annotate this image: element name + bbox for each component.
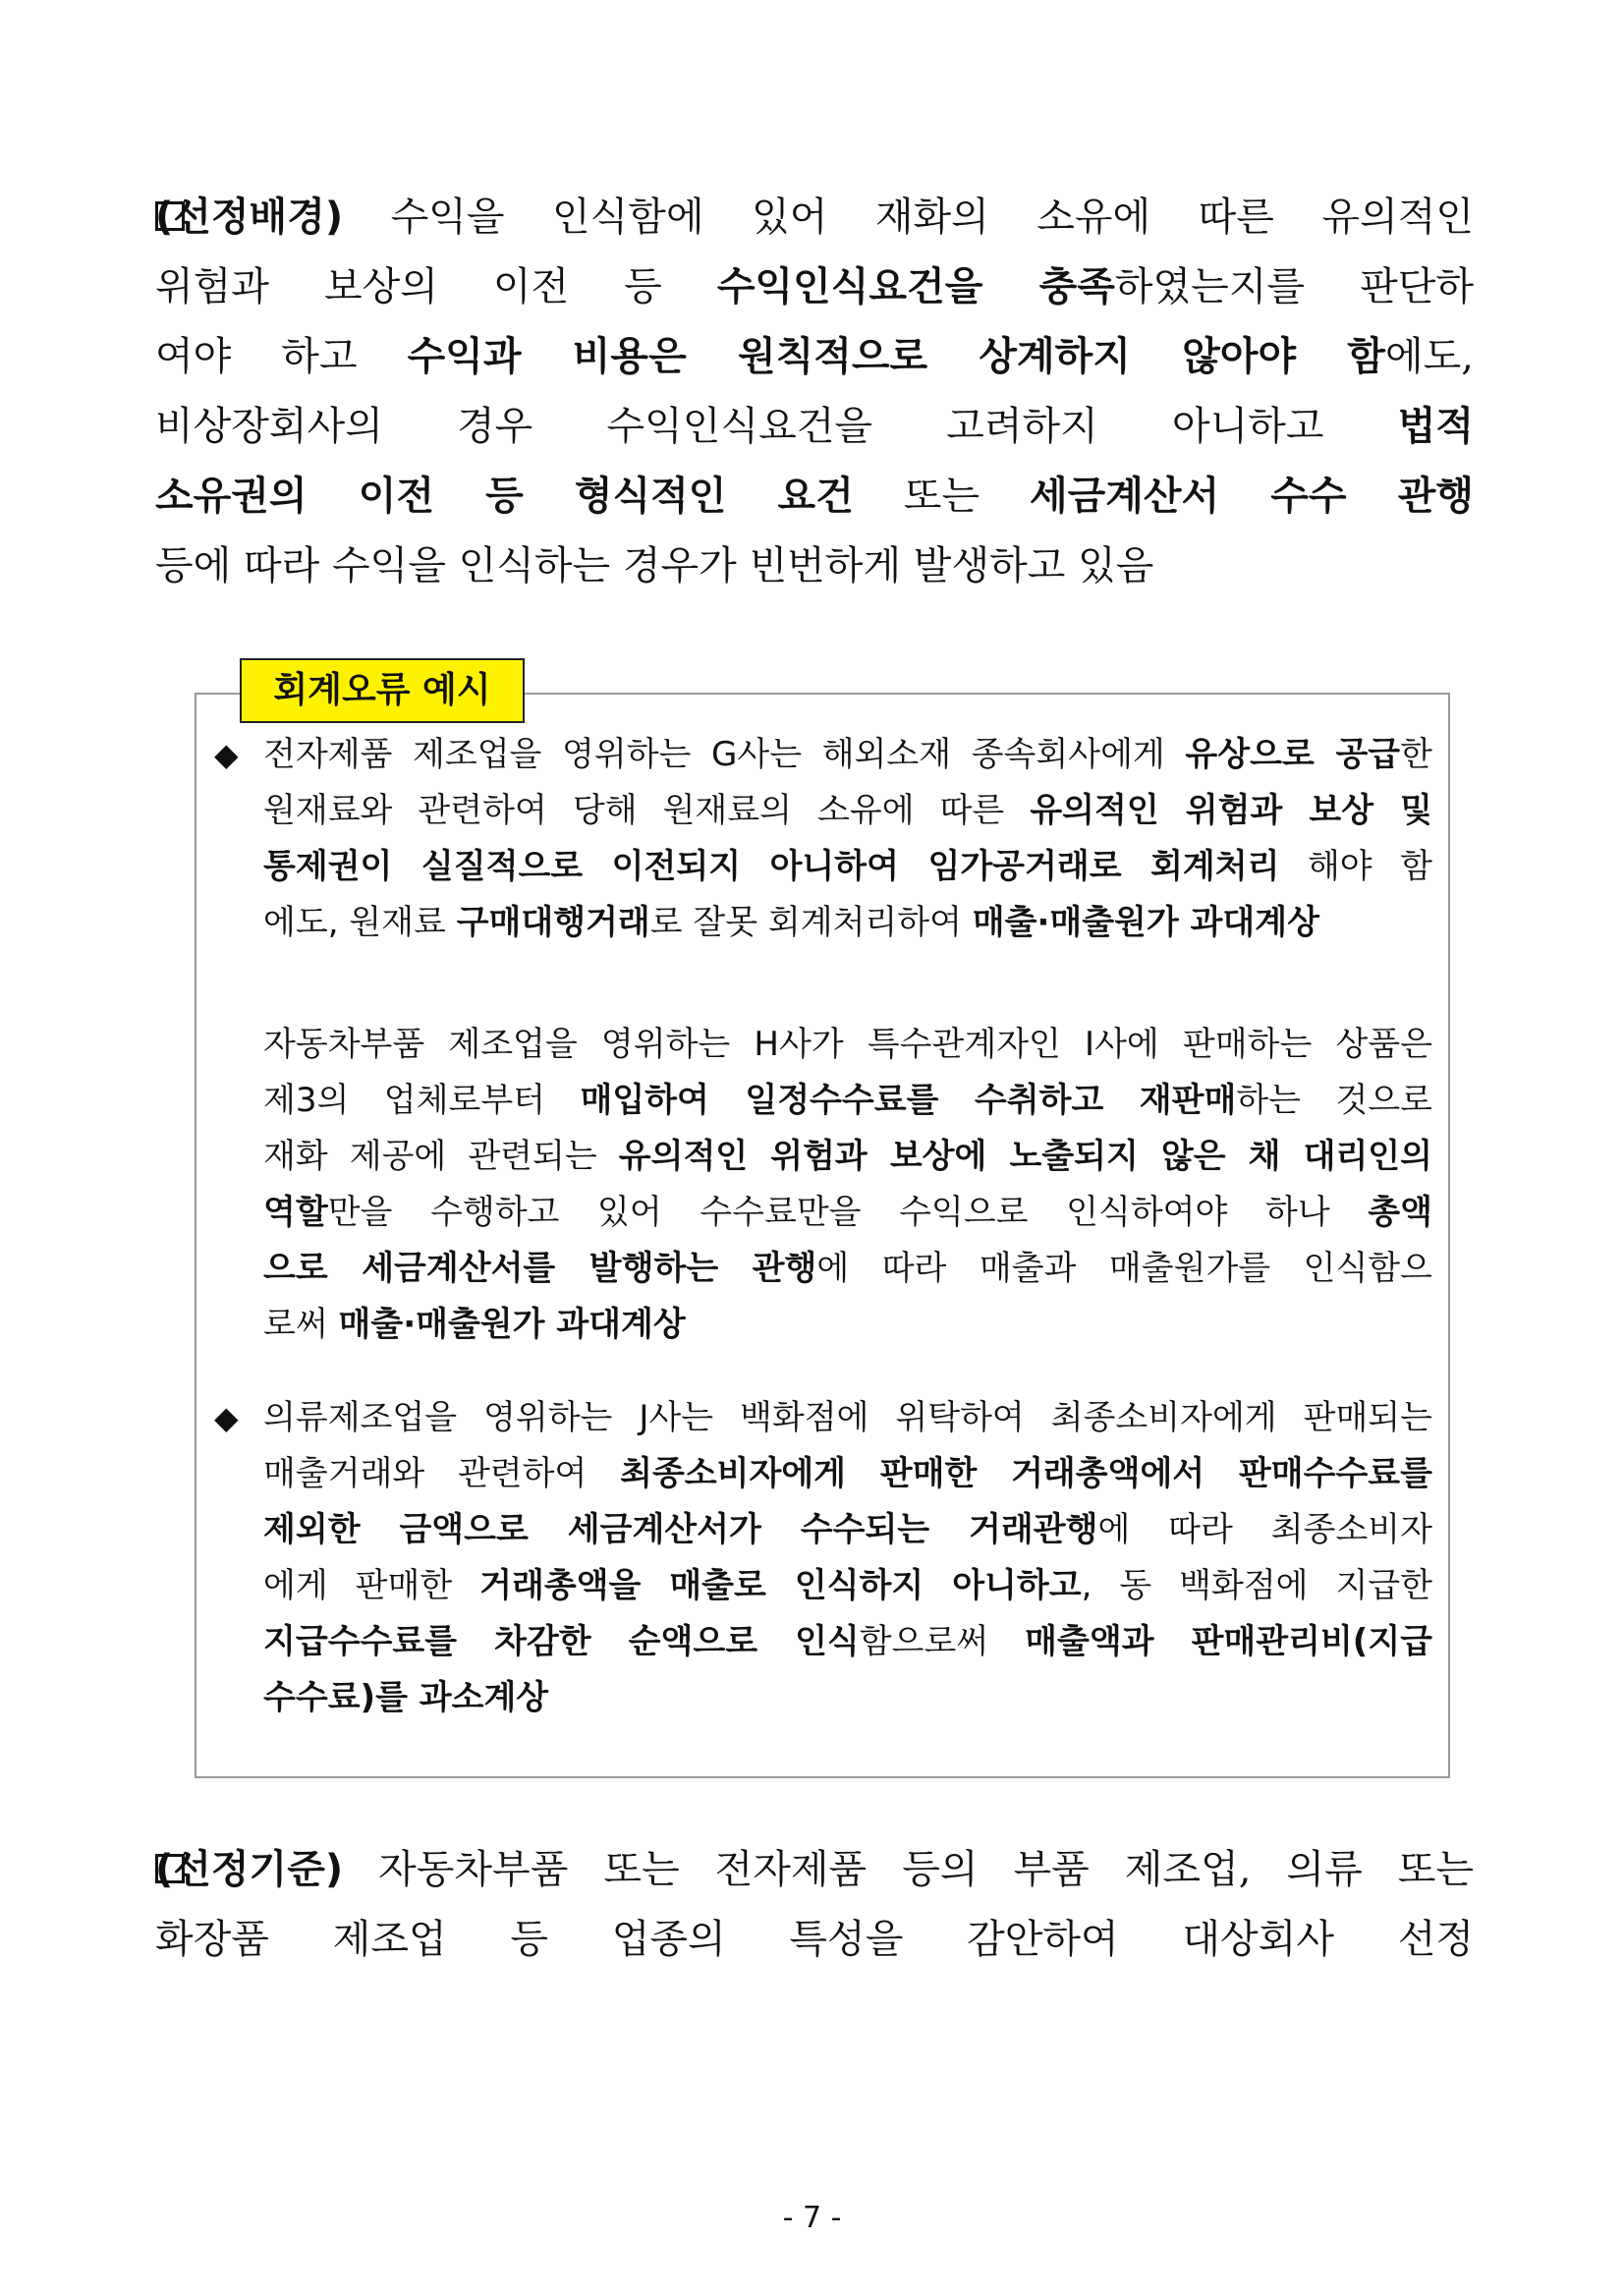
text-line: 로써 매출·매출원가 과대계상	[263, 1305, 686, 1344]
example-text	[263, 1017, 1432, 1353]
text-line: 에게 판매한 거래총액을 매출로 인식하지 아니하고, 동 백화점에 지급한	[263, 1566, 1432, 1605]
text-line: 으로 세금계산서를 발행하는 관행에 따라 매출과 매출원가를 인식함으	[263, 1249, 1432, 1288]
example-item-3	[214, 1390, 1432, 1726]
text-line: 지급수수료를 차감한 순액으로 인식함으로써 매출액과 판매관리비(지급	[263, 1622, 1433, 1661]
example-item-1	[214, 727, 1432, 951]
example-text	[263, 1390, 1432, 1726]
text-line: 소유권의 이전 등 형식적인 요건 또는 세금계산서 수수 관행	[155, 474, 1474, 519]
diamond-bullet-icon: ◆	[214, 1399, 239, 1436]
section-criteria-text	[155, 1835, 1474, 1975]
text-line: 자동차부품 제조업을 영위하는 H사가 특수관계자인 I사에 판매하는 상품은	[263, 1025, 1432, 1064]
text-line: 역할만을 수행하고 있어 수수료만을 수익으로 인식하여야 하나 총액	[263, 1193, 1432, 1232]
section-background	[155, 183, 1474, 601]
example-item-2	[214, 1017, 1432, 1353]
text-line: 원재료와 관련하여 당해 원재료의 소유에 따른 유의적인 위험과 보상 및	[263, 791, 1432, 830]
text-line: 통제권이 실질적으로 이전되지 아니하여 임가공거래로 회계처리 해야 함	[263, 847, 1432, 886]
example-box-title: 회계오류 예시	[240, 658, 525, 723]
diamond-bullet-icon: ◆	[214, 736, 239, 773]
text-line: 위험과 보상의 이전 등 수익인식요건을 충족하였는지를 판단하	[155, 264, 1475, 309]
text-line: 에도, 원재료 구매대행거래로 잘못 회계처리하여 매출·매출원가 과대계상	[263, 903, 1319, 942]
text-line: (선정기준) 자동차부품 또는 전자제품 등의 부품 제조업, 의류 또는	[155, 1847, 1474, 1892]
text-line: 재화 제공에 관련되는 유의적인 위험과 보상에 노출되지 않은 채 대리인의	[263, 1137, 1432, 1176]
text-line: 비상장회사의 경우 수익인식요건을 고려하지 아니하고 법적	[155, 404, 1474, 449]
text-line: 등에 따라 수익을 인식하는 경우가 빈번하게 발생하고 있음	[155, 543, 1154, 588]
section-background-text	[155, 183, 1474, 601]
text-line: 매출거래와 관련하여 최종소비자에게 판매한 거래총액에서 판매수수료를	[263, 1454, 1432, 1493]
example-text	[263, 727, 1432, 951]
text-line: 제3의 업체로부터 매입하여 일정수수료를 수취하고 재판매하는 것으로	[263, 1081, 1433, 1120]
checkbox-square-icon	[155, 201, 185, 231]
page-number: - 7 -	[782, 2201, 842, 2235]
text-line: (선정배경) 수익을 인식함에 있어 재화의 소유에 따른 유의적인	[155, 195, 1474, 240]
text-line: 제외한 금액으로 세금계산서가 수수되는 거래관행에 따라 최종소비자	[263, 1510, 1432, 1549]
section-criteria	[155, 1835, 1474, 1975]
checkbox-square-icon	[155, 1854, 185, 1883]
text-line: 화장품 제조업 등 업종의 특성을 감안하여 대상회사 선정	[155, 1917, 1474, 1962]
text-line: 수수료)를 과소계상	[263, 1678, 549, 1717]
text-line: 전자제품 제조업을 영위하는 G사는 해외소재 종속회사에게 유상으로 공급한	[263, 735, 1432, 774]
text-line: 여야 하고 수익과 비용은 원칙적으로 상계하지 않아야 함에도,	[155, 334, 1474, 379]
text-line: 의류제조업을 영위하는 J사는 백화점에 위탁하여 최종소비자에게 판매되는	[263, 1398, 1432, 1437]
